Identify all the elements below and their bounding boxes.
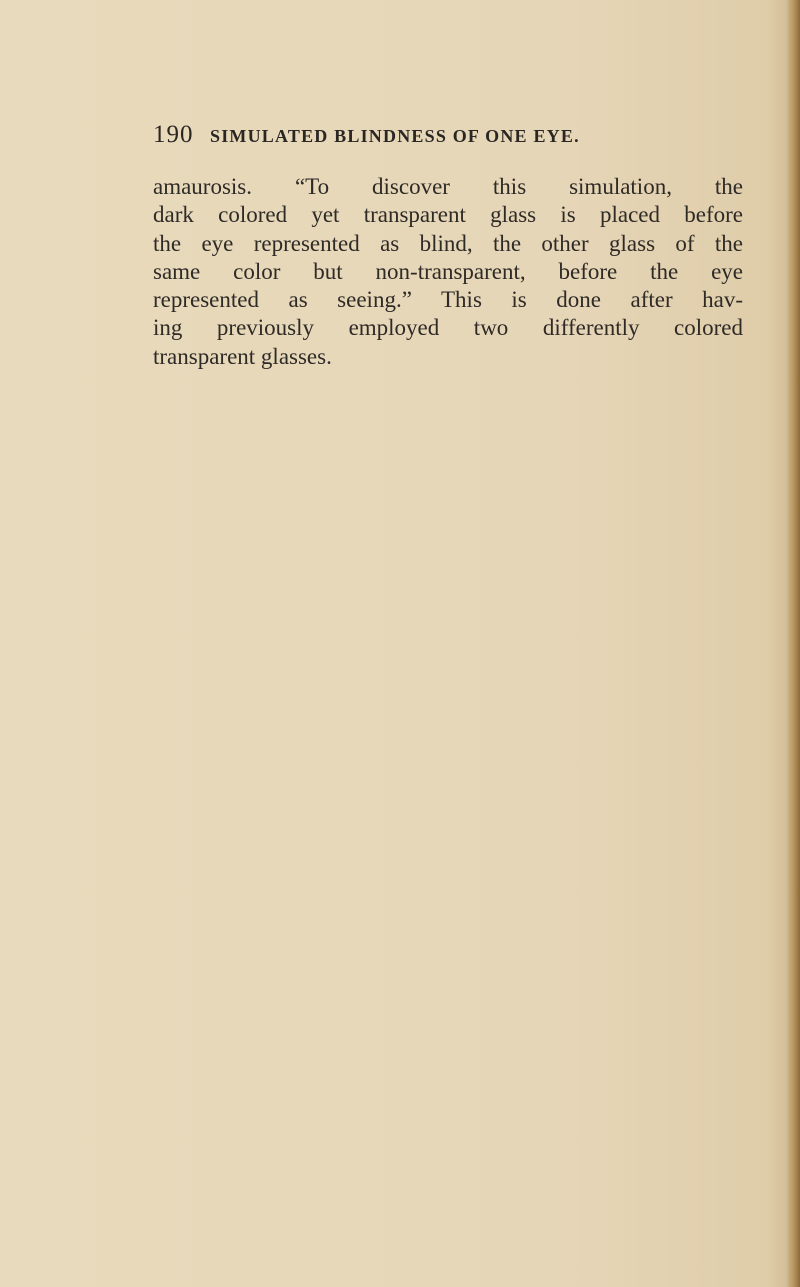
text-line: transparent glasses. bbox=[153, 343, 332, 369]
running-head-title: SIMULATED BLINDNESS OF ONE EYE. bbox=[210, 126, 580, 146]
text-line: ing previously employed two differently colored bbox=[153, 315, 743, 341]
text-line: the eye represented as blind, the other glass of the bbox=[153, 230, 743, 256]
page-edge bbox=[786, 0, 800, 1287]
running-head bbox=[153, 121, 673, 151]
text-line: dark colored yet transparent glass is placed before bbox=[153, 202, 743, 228]
text-line: amaurosis. “To discover this simulation, the bbox=[153, 174, 743, 199]
text-line: same color but non-transparent, before the eye bbox=[153, 258, 743, 284]
body-paragraph bbox=[153, 173, 743, 371]
text-line: represented as seeing.” This is done after hav- bbox=[153, 287, 743, 313]
page-number: 190 bbox=[153, 121, 194, 148]
